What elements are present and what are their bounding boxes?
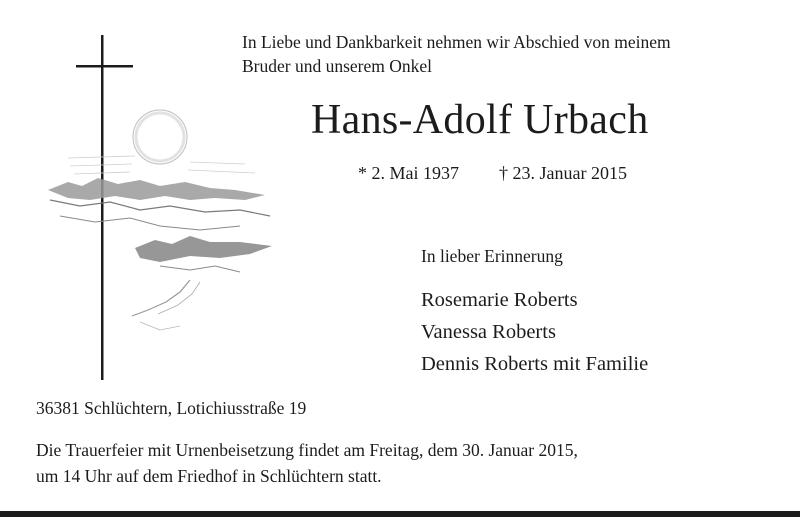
mourner-name: Vanessa Roberts: [421, 321, 556, 343]
family-address: 36381 Schlüchtern, Lotichiusstraße 19: [36, 398, 307, 418]
funeral-line-1: Die Trauerfeier mit Urnenbeisetzung findet am Freitag, dem 30. Januar 2015,: [36, 440, 578, 460]
mountain-ridge-far: [48, 178, 270, 230]
cross-landscape-illustration: [40, 30, 290, 380]
sun-icon: [133, 110, 187, 164]
mourner-name: Dennis Roberts mit Familie: [421, 353, 649, 375]
death-date: † 23. Januar 2015: [499, 163, 627, 183]
deceased-name: Hans-Adolf Urbach: [311, 97, 649, 143]
life-dates: [358, 160, 627, 186]
foreground-path: [132, 280, 200, 330]
intro-text: [242, 30, 671, 78]
mountain-ridge-middle: [135, 236, 272, 272]
mourner-name: Rosemarie Roberts: [421, 289, 578, 311]
bottom-rule: [0, 511, 800, 517]
memory-line: In lieber Erinnerung: [421, 246, 563, 266]
funeral-line-2: um 14 Uhr auf dem Friedhof in Schlüchtern statt.: [36, 466, 382, 486]
funeral-details: [36, 437, 578, 489]
intro-line-2: Bruder und unserem Onkel: [242, 56, 433, 76]
birth-date: * 2. Mai 1937: [358, 163, 459, 183]
cross-icon: [101, 35, 104, 380]
mourners-list: [421, 284, 648, 380]
intro-line-1: In Liebe und Dankbarkeit nehmen wir Abschied von meinem: [242, 32, 671, 52]
